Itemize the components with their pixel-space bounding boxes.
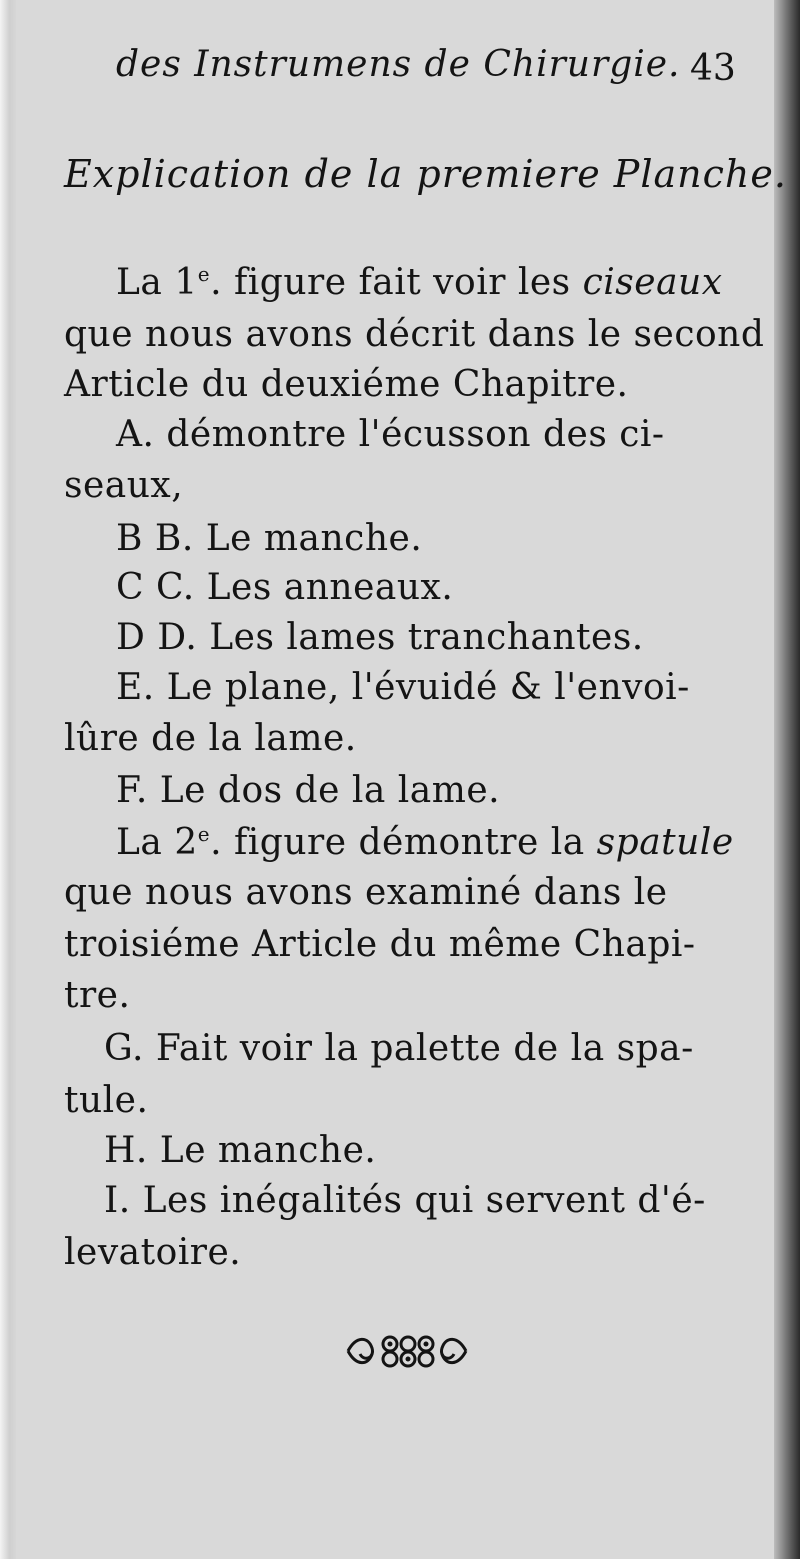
running-head: des Instrumens de Chirurgie. <box>116 44 681 85</box>
text-line: tre. <box>64 975 131 1016</box>
text-line: F. Le dos de la lame. <box>116 770 501 811</box>
text-line: E. Le plane, l'évuidé & l'envoi- <box>116 667 690 708</box>
text-line: D D. Les lames tranchantes. <box>116 617 644 658</box>
text-line: La 1e. figure fait voir les ciseaux <box>116 262 723 303</box>
text-line: La 2e. figure démontre la spatule <box>116 822 734 863</box>
text-line: Article du deuxiéme Chapitre. <box>64 364 629 405</box>
fleuron-ornament-icon <box>342 1328 472 1374</box>
text-line: levatoire. <box>64 1232 242 1273</box>
text-line: C C. Les anneaux. <box>116 567 454 608</box>
text-line: I. Les inégalités qui servent d'é- <box>104 1180 706 1221</box>
section-title: Explication de la premiere Planche. <box>64 152 787 196</box>
text-line: A. démontre l'écusson des ci- <box>116 414 665 455</box>
text-line: que nous avons décrit dans le second <box>64 314 765 355</box>
text-line: tule. <box>64 1080 149 1121</box>
text-line: G. Fait voir la palette de la spa- <box>104 1028 694 1069</box>
text-line: H. Le manche. <box>104 1130 377 1171</box>
text-line: B B. Le manche. <box>116 518 423 559</box>
page-edge-shadow <box>774 0 800 1559</box>
text-line: troisiéme Article du même Chapi- <box>64 924 696 965</box>
text-line: seaux, <box>64 465 184 506</box>
text-line: lûre de la lame. <box>64 718 357 759</box>
text-line: que nous avons examiné dans le <box>64 872 668 913</box>
page-number: 43 <box>690 48 736 89</box>
page-gutter <box>0 0 16 1559</box>
